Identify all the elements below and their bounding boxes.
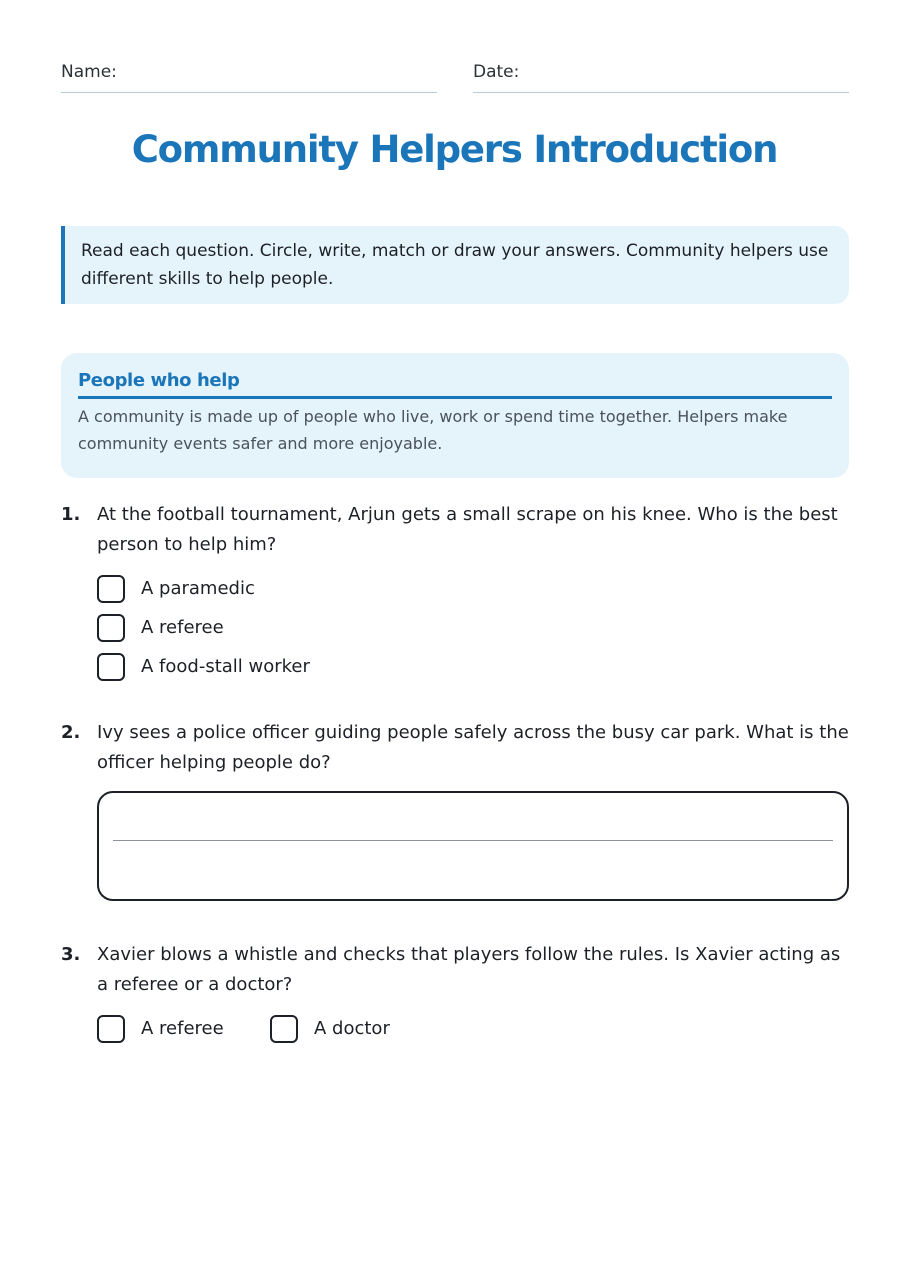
checkbox[interactable] — [97, 653, 125, 681]
option-label: A doctor — [314, 1018, 390, 1039]
checkbox[interactable] — [270, 1015, 298, 1043]
date-label: Date: — [473, 62, 520, 82]
question-text: Xavier blows a whistle and checks that players follow the rules. Is Xavier acting as a referee or a doctor? — [97, 944, 841, 995]
info-text: A community is made up of people who live, work or spend time together. Helpers make community events safer and more enjoyable. — [78, 407, 788, 453]
answer-line — [113, 840, 833, 841]
name-label: Name: — [61, 62, 117, 82]
checkbox[interactable] — [97, 614, 125, 642]
page-title: Community Helpers Introduction — [131, 128, 778, 171]
info-heading: People who help — [78, 370, 832, 399]
instructions-box — [61, 226, 849, 304]
option-label: A food-stall worker — [141, 656, 310, 677]
question-text: Ivy sees a police officer guiding people safely across the busy car park. What is the officer helping people do? — [97, 722, 849, 773]
checkbox[interactable] — [97, 575, 125, 603]
name-field[interactable] — [61, 62, 437, 93]
question-number: 1. — [61, 504, 81, 525]
checkbox[interactable] — [97, 1015, 125, 1043]
question-number: 3. — [61, 944, 81, 965]
option-label: A referee — [141, 1018, 224, 1039]
answer-box[interactable] — [97, 791, 849, 901]
date-field[interactable] — [473, 62, 849, 93]
info-box — [61, 353, 849, 478]
option-label: A paramedic — [141, 578, 255, 599]
option-label: A referee — [141, 617, 224, 638]
question-text: At the football tournament, Arjun gets a small scrape on his knee. Who is the best person to help him? — [97, 504, 838, 555]
question-number: 2. — [61, 722, 81, 743]
instructions-text: Read each question. Circle, write, match or draw your answers. Community helpers use different skills to help people. — [81, 241, 829, 289]
